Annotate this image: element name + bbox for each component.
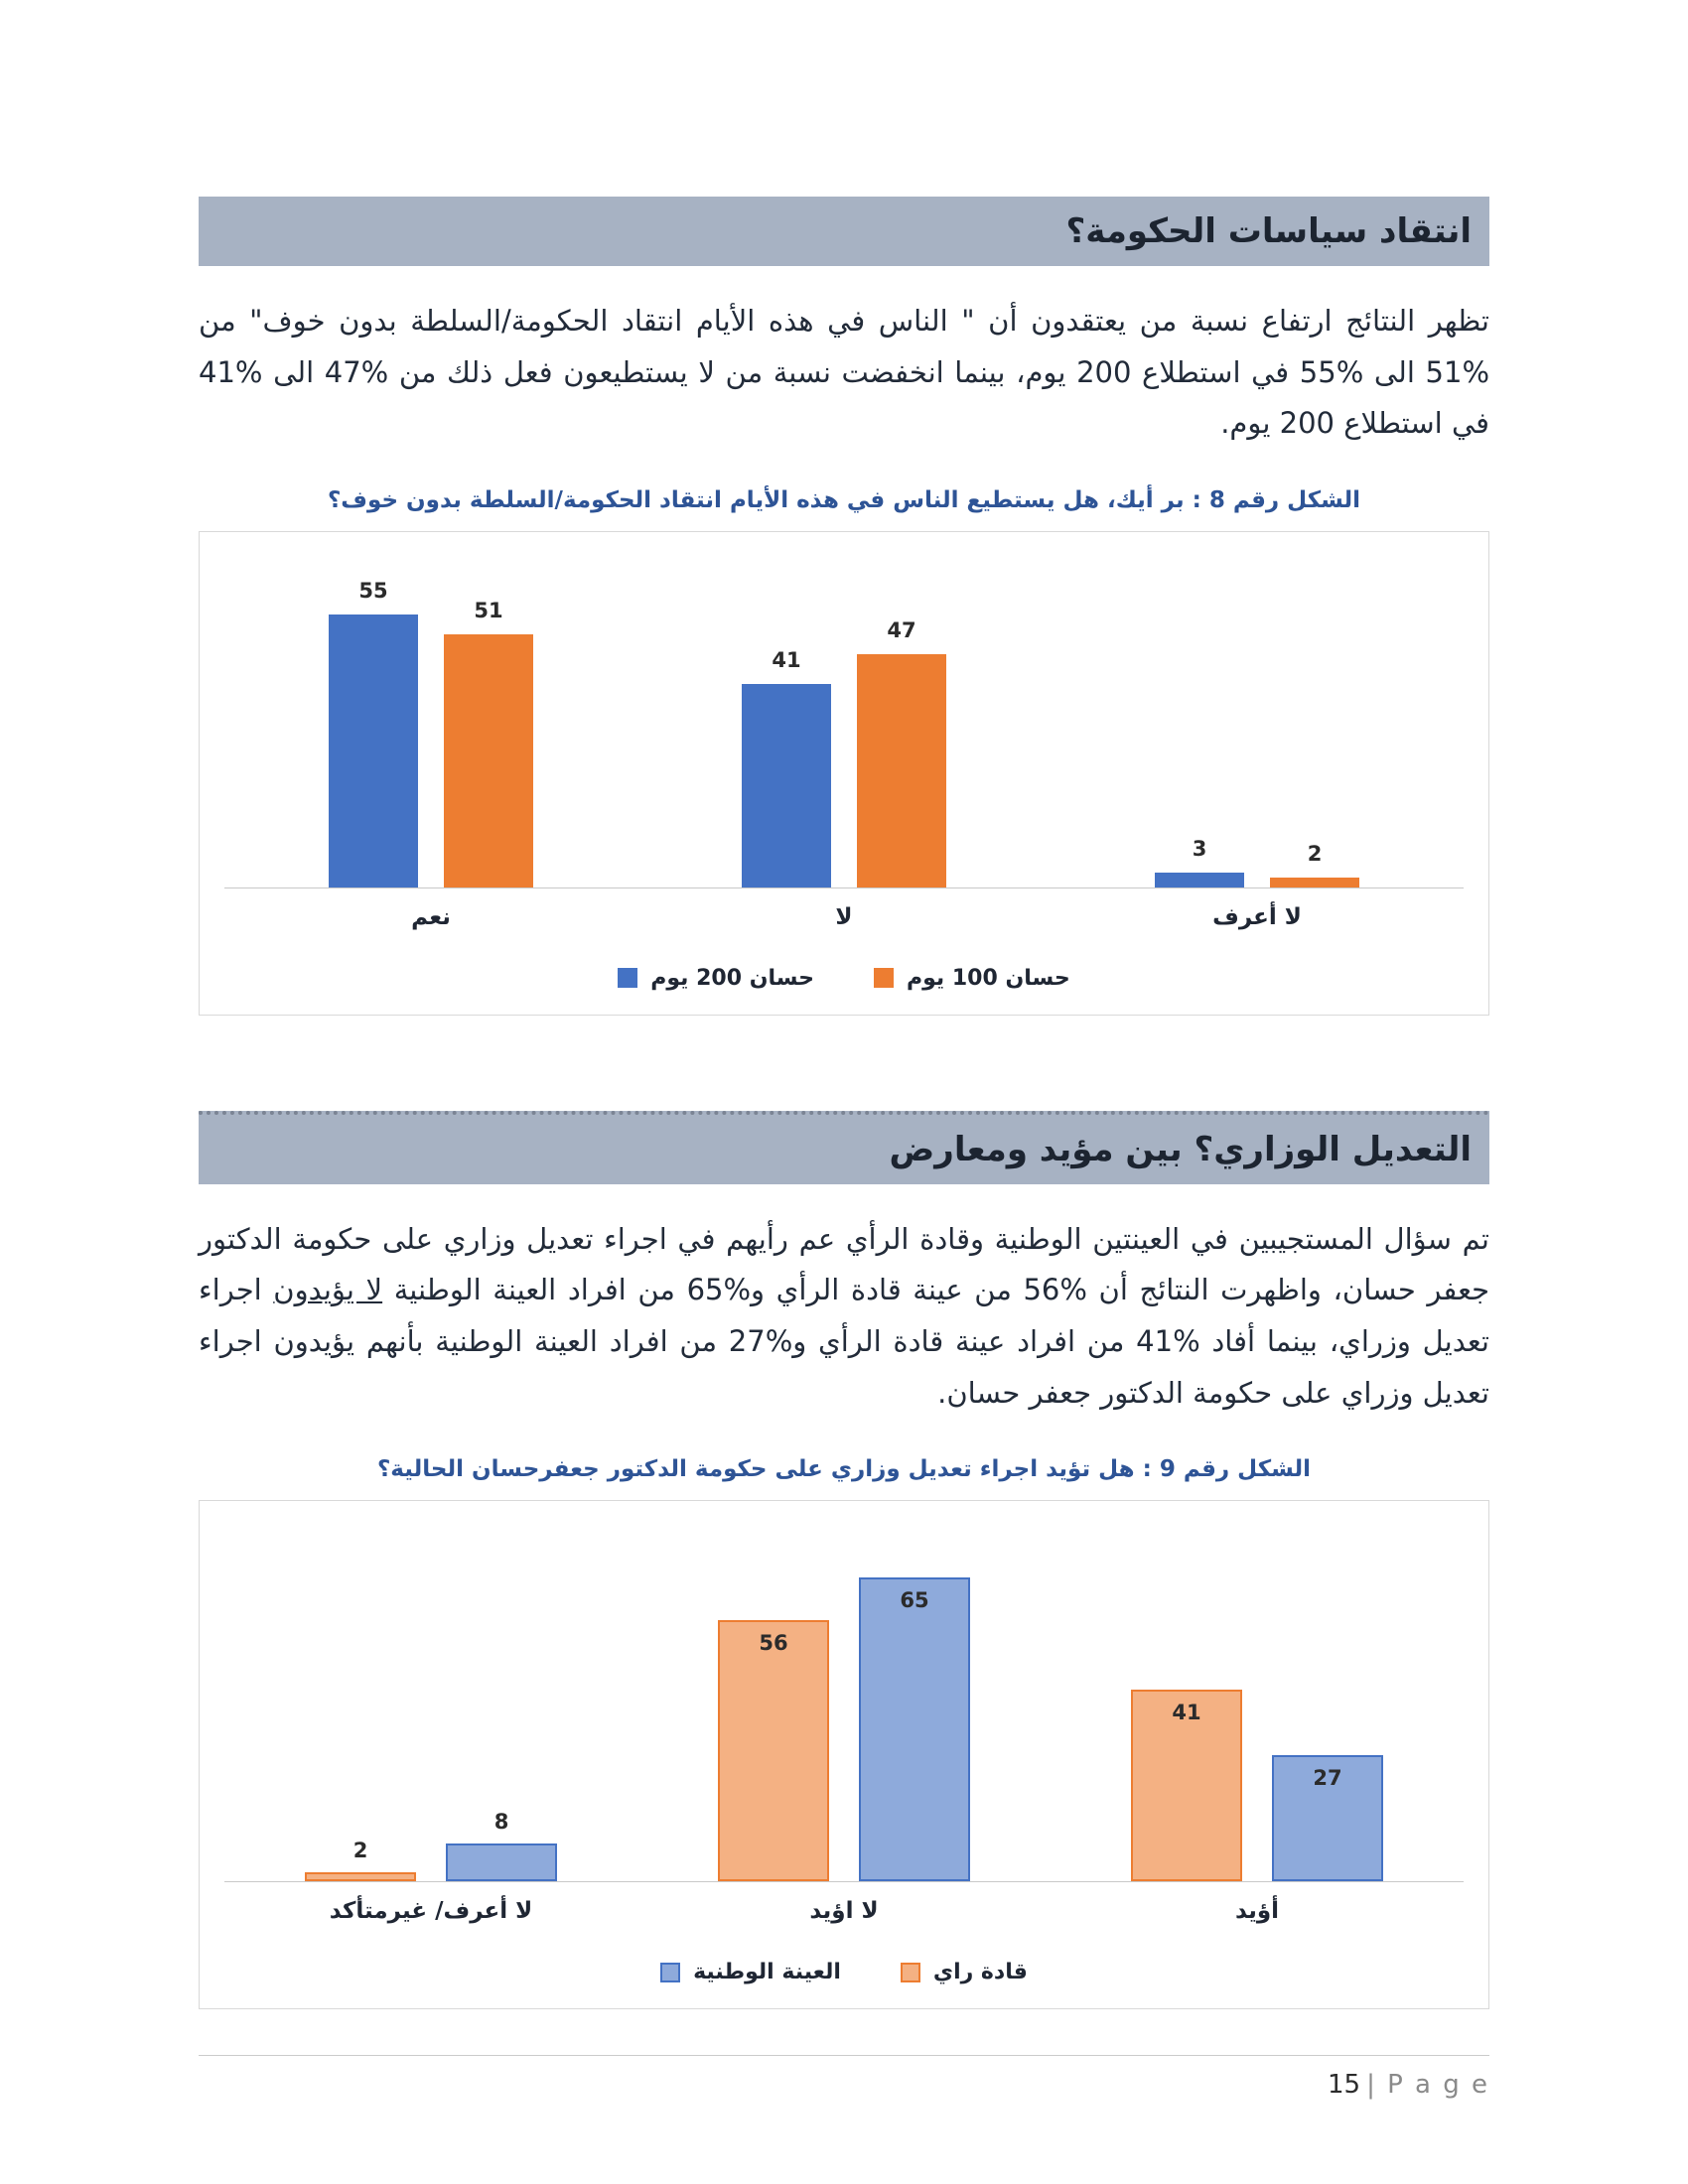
bar-value-label: 51 [474, 598, 503, 622]
category-axis [224, 1898, 1464, 1924]
category-group [224, 1810, 637, 1881]
page-number: 15 [1327, 2070, 1361, 2101]
figure-9-caption: الشكل رقم 9 : هل تؤيد اجراء تعديل وزاري على حكومة الدكتور جعفرحسان الحالية؟ [376, 1456, 1312, 1483]
bar-value-label: 41 [1172, 1701, 1201, 1725]
legend-item [660, 1960, 841, 1984]
section-title: انتقاد سياسات الحكومة؟ [1065, 211, 1472, 251]
category-axis [224, 904, 1464, 930]
section-title: التعديل الوزاري؟ بين مؤيد ومعارض [889, 1129, 1472, 1169]
page-content [199, 0, 1489, 2100]
bar-value-label: 41 [772, 647, 801, 672]
chart-bar [859, 1577, 970, 1881]
chart-legend [224, 966, 1464, 997]
bar-value-label: 56 [759, 1631, 788, 1656]
bar-value-label: 27 [1313, 1766, 1342, 1791]
page-footer [199, 2055, 1489, 2100]
chart-legend [224, 1960, 1464, 1990]
bar-value-label: 65 [900, 1588, 929, 1613]
legend-label: قادة راي [932, 1960, 1028, 1985]
paragraph-underlined-text: لا يؤيدون [273, 1273, 383, 1307]
section-header-cabinet-reshuffle [199, 1111, 1489, 1184]
legend-swatch [901, 1963, 920, 1982]
page-label: | P a g e [1366, 2070, 1489, 2101]
category-group [224, 578, 637, 887]
chart-bar [444, 598, 533, 887]
category-group [637, 617, 1051, 887]
chart-bar [329, 578, 418, 887]
chart-bar [1155, 836, 1244, 887]
paragraph-text: تم سؤال المستجيبين في العينتين الوطنية وقادة الرأي عم رأيهم في اجراء تعديل وزاري على حكومة الدكتور جعفر حسان، واظهرت النتائج أن %56 من عينة قادة الرأي و%65 من افراد العينة الوطنية [199, 1221, 1490, 1307]
category-label: أؤيد [1234, 1898, 1280, 1925]
chart-bar [1272, 1755, 1383, 1881]
bar-value-label: 2 [352, 1839, 368, 1863]
chart-bar [718, 1620, 829, 1881]
legend-item [874, 966, 1070, 991]
bar-value-label: 3 [1192, 836, 1207, 861]
category-label: لا أعرف/ غيرمتأكد [329, 1898, 533, 1925]
chart-bar [742, 647, 831, 887]
plot-area [224, 1529, 1464, 1882]
legend-label: حسان 200 يوم [650, 965, 814, 991]
bar-value-label: 8 [493, 1810, 509, 1835]
plot-area [224, 560, 1464, 888]
figure-8-chart [199, 531, 1489, 1016]
category-label: لا [835, 903, 853, 930]
figure-9-chart [199, 1500, 1489, 2009]
chart-bar [305, 1839, 416, 1881]
legend-swatch [660, 1963, 680, 1982]
bar-value-label: 47 [887, 617, 916, 642]
section-header-government-criticism [199, 197, 1489, 266]
category-label: نعم [411, 903, 451, 930]
paragraph-government-criticism: تظهر النتائج ارتفاع نسبة من يعتقدون أن " الناس في هذه الأيام انتقاد الحكومة/السلطة بدون خوف" من %51 الى %55 في استطلاع 200 يوم، بينما انخفضت نسبة من لا يستطيعون فعل ذلك من %47 الى %41 في استطلاع 200 يوم. [199, 304, 1489, 441]
legend-item [901, 1960, 1028, 1984]
paragraph-cabinet-reshuffle [199, 1214, 1489, 1419]
bar-value-label: 55 [358, 578, 388, 603]
chart-bar [446, 1810, 557, 1881]
category-group [1051, 1690, 1464, 1881]
chart-bar [857, 617, 946, 887]
chart-bar [1270, 841, 1359, 887]
legend-swatch [874, 968, 894, 988]
legend-item [618, 966, 814, 991]
category-group [637, 1577, 1051, 1881]
category-group [1051, 836, 1464, 887]
paragraph-text: اجراء تعديل وزراي، بينما أفاد %41 من افراد عينة قادة الرأي و%27 من افراد العينة الوطنية بأنهم يؤيدون اجراء تعديل وزراي على حكومة الدكتور جعفر حسان. [199, 1273, 1489, 1410]
category-label: لا أعرف [1212, 903, 1302, 930]
legend-label: حسان 100 يوم [907, 965, 1070, 991]
category-label: لا اؤيد [809, 1898, 879, 1925]
chart-bar [1131, 1690, 1242, 1881]
figure-8-caption: الشكل رقم 8 : بر أيك، هل يستطيع الناس في هذه الأيام انتقاد الحكومة/السلطة بدون خوف؟ [327, 486, 1361, 513]
legend-label: العينة الوطنية [693, 1960, 841, 1985]
bar-value-label: 2 [1307, 841, 1323, 866]
legend-swatch [618, 968, 637, 988]
